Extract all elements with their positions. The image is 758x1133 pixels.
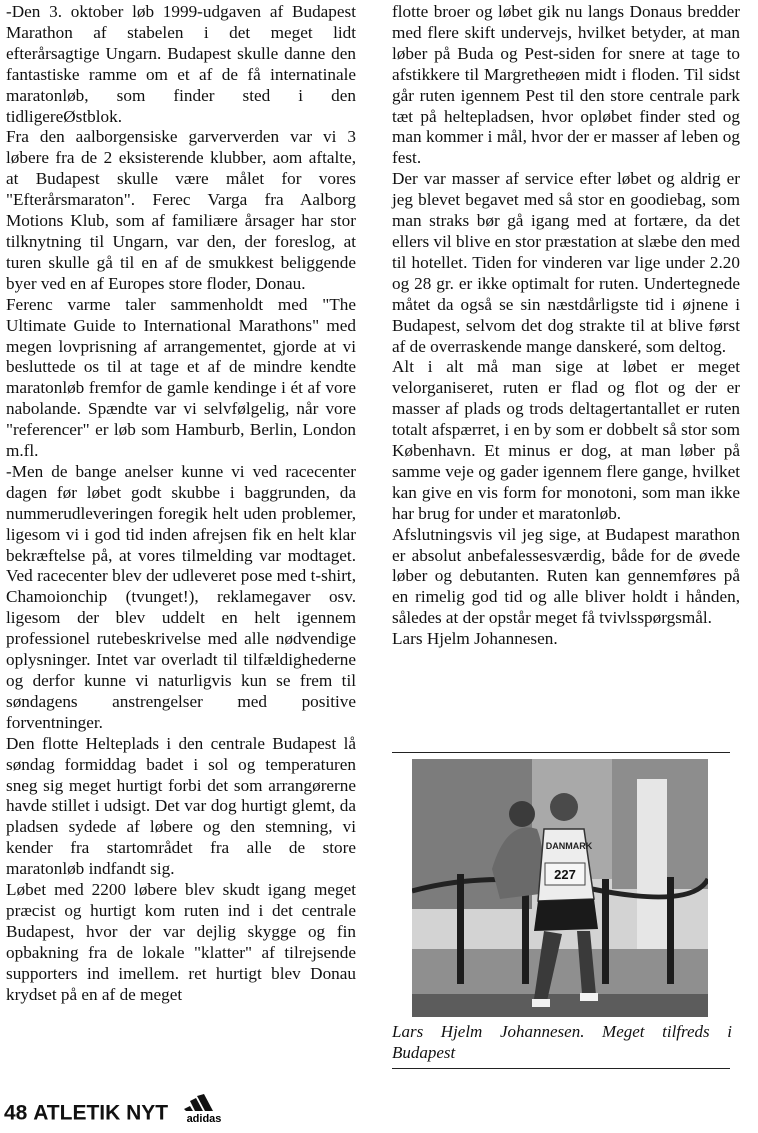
caption-rule-top	[392, 752, 730, 753]
paragraph: Løbet med 2200 løbere blev skudt igang meget præcist og hurtigt kom ruten ind i det centrale Budapest, hvor der var dejlig skygge og fin opbakning fra de lokale "klatter" af tilrejsende supporters ind imellem. ret hurtigt blev Donau krydset på en af de meget	[6, 880, 356, 1004]
paragraph: Der var masser af service efter løbet og aldrig er jeg blevet begavet med så stor en goodiebag, som man straks bør gå igang med at fortære, da det ellers vil blive en stor præstation at slæbe den med til hotellet. Tiden for vinderen var lige under 2.20 og 28 gr. er ikke optimalt for ruten. Undertegnede måtet da også se sin næstdårligste tid i øjnene i Budapest, selvom det dog strakte til at blive først af de overraskende mange danskeré, som deltog.	[392, 169, 740, 356]
adidas-stripes-icon	[180, 1094, 236, 1124]
article-column-right	[392, 2, 740, 650]
page-number: 48	[4, 1101, 28, 1125]
caption-rule-bottom	[392, 1068, 730, 1069]
paragraph: -Den 3. oktober løb 1999-udgaven af Budapest Marathon af stabelen i det meget lidt efterårsagtige Ungarn. Budapest skulle danne den fantastiske ramme om et af de få internatinale maratonløb, som finder sted i den tidligereØstblok.	[6, 2, 356, 126]
runner-photo-image	[412, 759, 708, 1017]
paragraph: Den flotte Helteplads i den centrale Budapest lå søndag formiddag badet i sol og temperaturen sneg sig meget hurtigt forbi det som arrangørerne havde stillet i udsigt. Det var dog hurtigt glemt, da pladsen sydede af løbere og den stemning, vi kender fra startområdet fra alle de store maratonløb indfandt sig.	[6, 733, 356, 879]
paragraph: flotte broer og løbet gik nu langs Donaus bredder med flere skift undervejs, hvilket betyder, at man løber på Buda og Pest-siden for snere at tage to afstikkere til Margretheøen midt i floden. Til sidst går ruten igennem Pest til den store centrale park tæt på heltepladsen, hvor opløbet finder sted og man kommer i mål, hvor der er masser af leben og fest.	[392, 2, 740, 168]
runner-bib-number: 227	[554, 867, 576, 882]
paragraph: Fra den aalborgensiske garververden var vi 3 løbere fra de 2 eksisterende klubber, aom aftalte, at Budapest skulle være målet for vores "Efterårsmaraton". Ferec Varga fra Aalborg Motions Klub, som af familiære årsager har stor tilknytning til Ungarn, var den, der foreslog, at turen skulle gå til en af de smukkest beliggende byer ved en af Europes store floder, Donau.	[6, 127, 356, 293]
paragraph: Afslutningsvis vil jeg sige, at Budapest marathon er absolut anbefalessesværdig, både for de øvede løber og debutanten. Ruten kan gennemføres på en rimelig god tid og alle bliver holdt i hånden, således at der opstår meget få tvivlsspørgsmål.	[392, 524, 740, 628]
runner-photo	[412, 759, 708, 1017]
paragraph: Ferenc varme taler sammenholdt med "The Ultimate Guide to International Marathons" med megen lovprisning af arrangementet, gjorde at vi besluttede os til at tage et af de mindre kendte maratonløb fremfor de gamle kendinge i ét af vore nabolande. Spændte var vi selvfølgelig, når vore "referencer" er løb som Hamburb, Berlin, London m.fl.	[6, 294, 356, 461]
adidas-logo-word: adidas	[186, 1113, 222, 1124]
author-signature: Lars Hjelm Johannesen.	[392, 629, 558, 649]
page-footer	[4, 1094, 236, 1124]
runner-shirt-text: DANMARK	[545, 841, 593, 851]
photo-caption: Lars Hjelm Johannesen. Meget tilfreds i Budapest	[392, 1022, 732, 1062]
article-column-left	[6, 2, 356, 1006]
paragraph: Alt i alt må man sige at løbet er meget velorganiseret, ruten er flad og flot og der er masser af plads og trods deltagertantallet er ruten totalt afspærret, i en by som er dobbelt så stor som København. Et minus er dog, at man løber på samme veje og gader igennem flere gange, hvilket kan give en vis form for monotoni, som man ikke har brug for under et maratonløb.	[392, 357, 740, 523]
adidas-logo	[180, 1094, 236, 1133]
magazine-name: ATLETIK NYT	[33, 1101, 169, 1125]
paragraph: -Men de bange anelser kunne vi ved racecenter dagen før løbet godt skubbe i baggrunden, da nummerudleveringen foregik helt uden problemer, ligesom vi i god tid inden afrejsen fik en helt klar bekræftelse på, at vores tilmelding var modtaget. Ved racecenter blev der udleveret pose med t-shirt, Chamoionchip (tvunget!), reklamegaver osv. ligesom der blev uddelt en helt igennem professionel rutebeskrivelse med alle nødvendige oplysninger. Intet var overladt til tilfældighederne og derfor kunne vi naturligvis kun se frem til søndagens anstrengelser med positive forventninger.	[6, 461, 356, 732]
